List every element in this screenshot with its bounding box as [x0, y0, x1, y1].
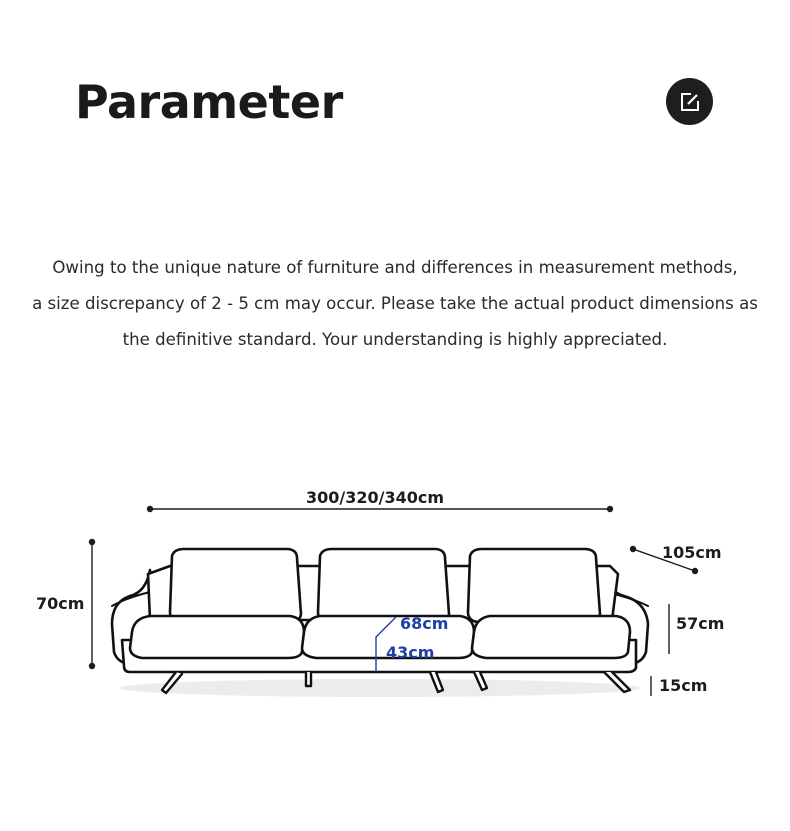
notice-line: Owing to the unique nature of furniture and differences in measurement methods,	[52, 258, 738, 277]
arm-height-label: 57cm	[676, 614, 725, 633]
notice-line: the definitive standard. Your understanding is highly appreciated.	[122, 330, 668, 349]
depth-label: 105cm	[662, 543, 722, 562]
sofa-illustration	[112, 549, 648, 697]
notice-line: a size discrepancy of 2 - 5 cm may occur. Please take the actual product dimensions as	[32, 294, 758, 313]
page-title: Parameter	[75, 75, 343, 129]
back-height-label: 68cm	[400, 614, 449, 633]
height-label: 70cm	[36, 594, 85, 613]
seat-height-label: 43cm	[386, 643, 435, 662]
leg-height-label: 15cm	[659, 676, 708, 695]
width-label: 300/320/340cm	[305, 488, 445, 507]
